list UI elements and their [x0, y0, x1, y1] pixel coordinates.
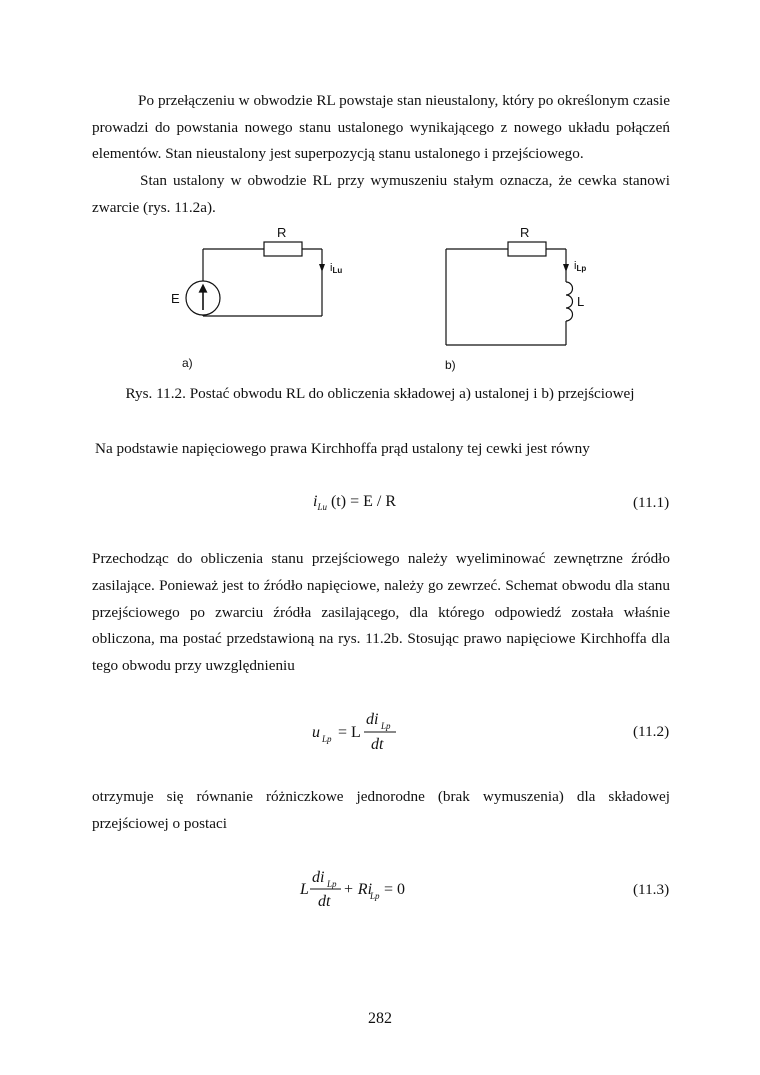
paragraph-steady-state: Stan ustalony w obwodzie RL przy wymuszeniu stałym oznacza, że cewka stanowi zwarcie (rys. 11.2a). — [92, 172, 670, 216]
resistor-b — [508, 242, 546, 256]
svg-text:di: di — [366, 711, 379, 728]
svg-text:= L: = L — [338, 724, 361, 741]
current-b-label: iLp — [574, 260, 587, 273]
figure-b-label: b) — [445, 358, 456, 372]
current-arrow-b — [563, 264, 569, 272]
paragraph-kirchhoff: Na podstawie napięciowego prawa Kirchhoffa prąd ustalony tej cewki jest równy — [95, 440, 590, 457]
paragraph-transient: Przechodząc do obliczenia stanu przejściowego należy wyeliminować zewnętrzne źródło zasilające. Ponieważ jest to źródło napięciowe, należy go zewrzeć. Schemat obwodu dla stanu przejściowego po zwarciu źródła zasilającego, dla którego odpowiedź została właśnie obliczona, ma postać przedstawioną na rys. 11.2b. Stosując prawo napięciowe Kirchhoffa dla tego obwodu przy uwzględnieniu — [92, 550, 670, 675]
resistor-a-label: R — [277, 225, 287, 240]
svg-text:= 0: = 0 — [384, 881, 406, 898]
figure-a-label: a) — [182, 356, 193, 370]
equation-11-1: $i_{Lu}$ (t) = E / R — [313, 493, 396, 513]
equation-number-11-1: (11.1) — [633, 494, 670, 511]
equation-number-11-3: (11.3) — [633, 881, 670, 898]
page-number: 282 — [368, 1010, 392, 1027]
svg-text:Lp: Lp — [381, 721, 391, 731]
equation-11-2 — [300, 705, 410, 761]
equation-number-11-2: (11.2) — [633, 723, 670, 740]
svg-text:+ Ri: + Ri — [343, 881, 373, 898]
svg-text:di: di — [312, 869, 325, 886]
svg-text:L: L — [300, 881, 309, 898]
figure-caption: Rys. 11.2. Postać obwodu RL do obliczenia składowej a) ustalonej i b) przejściowej — [125, 385, 635, 402]
inductor — [566, 282, 573, 321]
svg-text:u: u — [312, 724, 320, 741]
circuit-b — [446, 242, 573, 345]
paragraph-intro: Po przełączeniu w obwodzie RL powstaje stan nieustalony, który po określonym czasie prowadzi do powstania nowego stanu ustalonego wynikającego z nowego układu połączeń elementów. Stan nieustalony jest superpozycją stanu ustalonego i przejściowego. — [92, 92, 670, 162]
paragraph-differential: otrzymuje się równanie różniczkowe jednorodne (brak wymuszenia) dla składowej przejściowej o postaci — [92, 788, 670, 832]
svg-text:Lp: Lp — [327, 879, 337, 889]
equation-11-3 — [290, 865, 420, 921]
resistor-b-label: R — [520, 225, 530, 240]
svg-text:Lp: Lp — [370, 891, 380, 901]
resistor-a — [264, 242, 302, 256]
circuit-figure — [0, 0, 760, 380]
current-a-label: iLu — [330, 262, 343, 275]
current-arrow-a — [319, 264, 325, 272]
svg-text:dt: dt — [371, 736, 384, 753]
svg-text:dt: dt — [318, 893, 331, 910]
source-label: E — [171, 291, 180, 306]
inductor-label: L — [577, 294, 585, 309]
circuit-a — [186, 242, 325, 316]
svg-text:Lp: Lp — [322, 734, 332, 744]
